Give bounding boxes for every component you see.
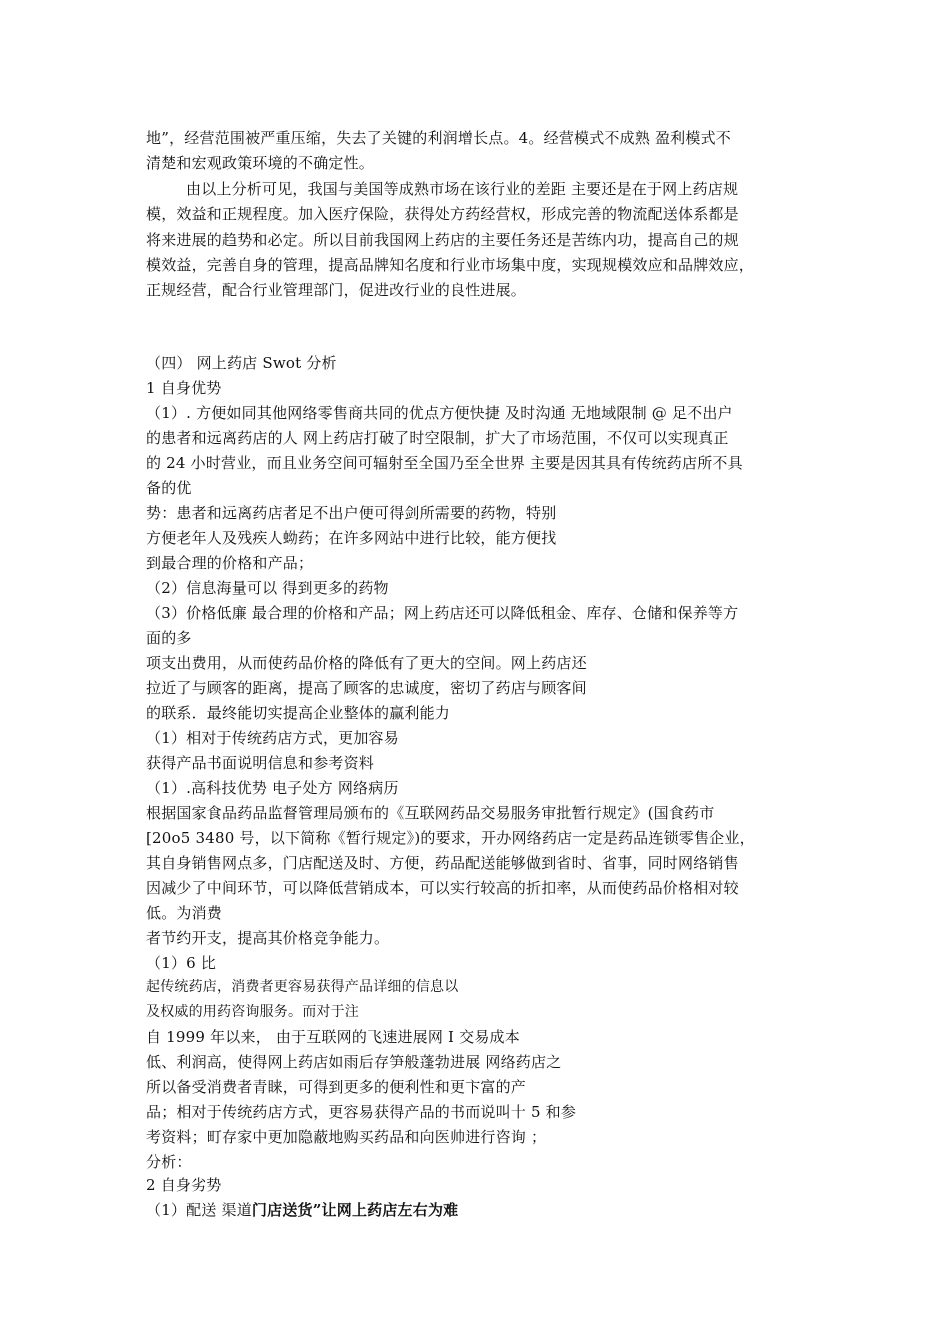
text-line: 将来进展的趋势和必定。所以目前我国网上药店的主要任务还是苦练内功，提高自己的规 [146,231,739,249]
text-line: 清楚和宏观政策环境的不确定性。 [146,154,375,172]
inline-text: （1）配送 渠道 [146,1201,252,1219]
text-line: （1）.高科技优势 电子处方 网络病历 [146,779,399,797]
bold-text: 门店送货”让网上药店左右为难 [251,1201,459,1219]
text-line: 的患者和远离药店的人 网上药店打破了时空限制，扩大了市场范围，不仅可以实现真正 [146,429,729,447]
text-line: 根据国家食品药品监督管理局颁布的《互联网药品交易服务审批暂行规定》(国食药市 [146,804,715,822]
text-line: 的联系．最终能切实提高企业整体的赢利能力 [146,704,451,722]
text-line: 模效益，完善自身的管理，提高品牌知名度和行业市场集中度，实现规模效应和品牌效应， [146,256,755,274]
text-line [146,1200,458,1220]
paragraph-start: 由以上分析可见，我国与美国等成熟市场在该行业的差距 主要还是在于网上药店规 [186,180,739,198]
text-line: 低、利润高，使得网上药店如雨后存笋般蓬勃进展 网络药店之 [146,1053,562,1071]
text-line: 品；相对于传统药店方式，更容易获得产品的书而说叫十 5 和参 [146,1103,577,1121]
text-line: 的 24 小时营业，而且业务空间可辐射至全国乃至全世界 主要是因其具有传统药店所不具 [146,454,743,472]
text-line: （3）价格低廉 最合理的价格和产品；网上药店还可以降低租金、库存、仓储和保养等方 [146,604,739,622]
text-line: 考资料；町存家中更加隐蔽地购买药品和向医帅进行咨询 ； [146,1128,547,1146]
text-line: 获得产品书面说明信息和参考资料 [146,754,375,772]
text-line: 拉近了与顾客的距离，提高了顾客的忠诚度，密切了药店与顾客间 [146,679,587,697]
subsection-heading: 1 自身优势 [146,379,222,397]
text-line: 项支出费用，从而使药品价格的降低有了更大的空间。网上药店还 [146,654,587,672]
text-line: （1）. 方便如同其他网络零售商共同的优点方便快捷 及时沟通 无地域限制 @ 足不出户 [146,404,733,422]
text-line: 面的多 [146,629,192,647]
text-line: 正规经营，配合行业管理部门，促进改行业的良性进展。 [146,281,527,299]
text-line: 所以备受消费者青睐，可得到更多的便利性和更卞富的产 [146,1078,527,1096]
text-line: [20o5 3480 号，以下简称《暂行规定》)的要求，开办网络药店一定是药品连锁零售企业， [146,829,755,847]
subsection-heading: 2 自身劣势 [146,1176,222,1194]
text-line: 备的优 [146,479,192,497]
text-line: 起传统药店，消费者更容易获得产品详细的信息以 [146,979,459,995]
text-line: 其自身销售网点多，门店配送及时、方便，药品配送能够做到省时、省事，同时网络销售 [146,854,739,872]
text-line: 方便老年人及残疾人蚴药；在许多网站中进行比较，能方便找 [146,529,557,547]
text-line: 地”，经营范围被严重压缩，失去了关键的利润增长点。4。经营模式不成熟 盈利模式不 [146,129,731,147]
text-line: （1）6 比 [146,954,217,972]
section-heading: （四） 网上药店 Swot 分析 [146,354,337,372]
text-line: 者节约开支，提高其价格竞争能力。 [146,929,390,947]
text-line: （2）信息海量可以 得到更多的药物 [146,579,389,597]
text-line: 及权威的用药咨询服务。而对于注 [146,1004,359,1020]
text-line: 自 1999 年以来， 由于互联网的飞速进展网 I 交易成本 [146,1028,520,1046]
text-line: 因减少了中间环节，可以降低营销成本，可以实行较高的折扣率，从而使药品价格相对较 [146,879,739,897]
text-line: 势：患者和远离药店者足不出户便可得剑所需要的药物，特别 [146,504,557,522]
text-line: 到最合理的价格和产品； [146,554,314,572]
text-line: （1）相对于传统药店方式，更加容易 [146,729,399,747]
text-line: 低。为消费 [146,904,223,922]
text-line: 分析： [146,1153,192,1171]
text-line: 模，效益和正规程度。加入医疗保险，获得处方药经营权，形成完善的物流配送体系都是 [146,205,739,223]
